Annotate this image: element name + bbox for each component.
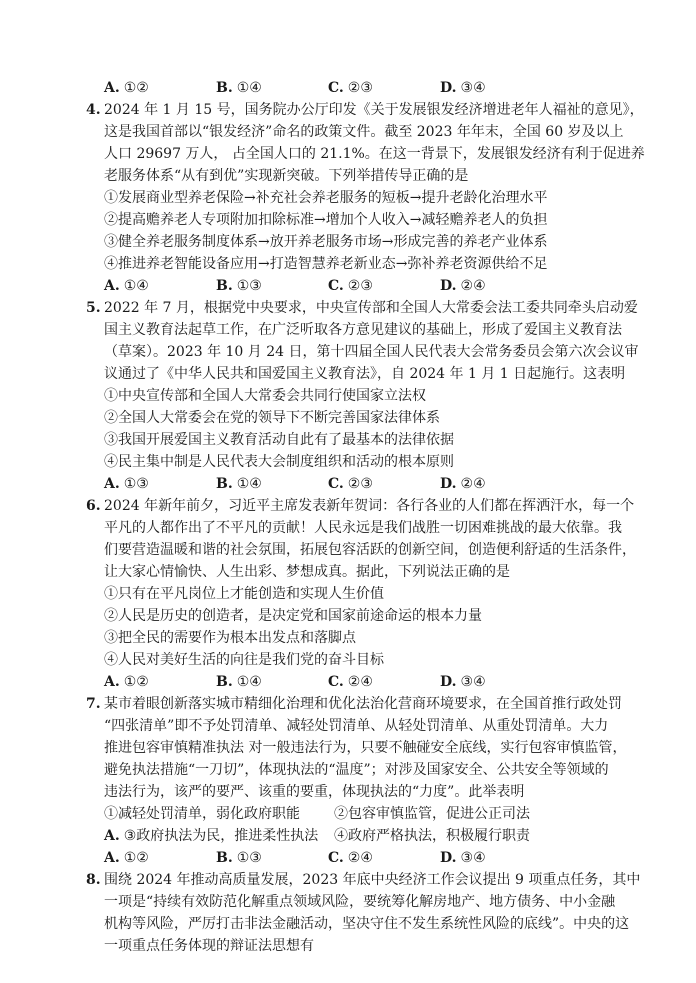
q7-option-b: B. ①③ xyxy=(216,850,262,866)
q4-item: ①发展商业型养老保险→补充社会养老服务的短板→提升老龄化治理水平 xyxy=(104,190,548,206)
q8-stem-line: 一项重点任务体现的辩证法思想有 xyxy=(104,938,314,954)
q3-option-c: C. ②③ xyxy=(328,80,373,96)
q5-stem-line: （草案）。2023 年 10 月 24 日，第十四届全国人民代表大会常务委员会第六次会议审 xyxy=(104,344,639,360)
q6-option-b: B. ①④ xyxy=(216,674,262,690)
q7-stem-line: 避免执法措施“一刀切”，体现执法的“温度”；对涉及国家安全、公共安全等领域的 xyxy=(104,762,609,778)
q6-stem-line: 平凡的人都作出了不平凡的贡献！人民永远是我们战胜一切困难挑战的最大依靠。我 xyxy=(104,520,622,536)
q6-option-a: A. ①② xyxy=(104,674,149,690)
q5-stem-line: 议通过了《中华人民共和国爱国主义教育法》，自 2024 年 1 月 1 日起施行。这表明 xyxy=(104,366,626,382)
q8-number: 8. xyxy=(86,872,101,888)
q7-number: 7. xyxy=(86,696,101,712)
q4-item: ④推进养老智能设备应用→打造智慧养老新业态→弥补养老资源供给不足 xyxy=(104,256,548,272)
q4-number: 4. xyxy=(86,102,101,118)
q8-stem-line: 围绕 2024 年推动高质量发展，2023 年底中央经济工作会议提出 9 项重点任务，其中 xyxy=(104,872,641,888)
q7-option-c: C. ②④ xyxy=(328,850,373,866)
q5-option-d: D. ②④ xyxy=(440,476,486,492)
q5-option-c: C. ②③ xyxy=(328,476,373,492)
q5-item: ①中央宣传部和全国人大常委会共同行使国家立法权 xyxy=(104,388,426,404)
q7-stem-line: 违法行为，该严的要严、该重的要重，体现执法的“力度”。此举表明 xyxy=(104,784,525,800)
q7-item-row: A. ③政府执法为民，推进柔性执法 xyxy=(104,828,319,844)
q5-stem-line: 国主义教育法起草工作，在广泛听取各方意见建议的基础上，形成了爱国主义教育法 xyxy=(104,322,622,338)
q4-stem-line: 老服务体系“从有到优”实现新突破。下列举措传导正确的是 xyxy=(104,168,469,184)
q6-number: 6. xyxy=(86,498,101,514)
q7-option-d: D. ③④ xyxy=(440,850,486,866)
q3-option-d: D. ③④ xyxy=(440,80,486,96)
q4-stem-line: 2024 年 1 月 15 号，国务院办公厅印发《关于发展银发经济增进老年人福祉的意见》， xyxy=(104,102,644,118)
q7-option-a: A. ①② xyxy=(104,850,149,866)
q7-item: ②包容审慎监管，促进公正司法 xyxy=(334,806,530,822)
q6-option-c: C. ②④ xyxy=(328,674,373,690)
q7-stem-line: 某市着眼创新落实城市精细化治理和优化法治化营商环境要求，在全国首推行政处罚 xyxy=(104,696,622,712)
q4-option-a: A. ①④ xyxy=(104,278,149,294)
q7-item: ④政府严格执法，积极履行职责 xyxy=(334,828,530,844)
q6-stem-line: 2024 年新年前夕，习近平主席发表新年贺词：各行各业的人们都在挥洒汗水，每一个 xyxy=(104,498,635,514)
q8-stem-line: 机构等风险，严厉打击非法金融活动，坚决守住不发生系统性风险的底线”。中央的这 xyxy=(104,916,630,932)
q3-option-b: B. ①④ xyxy=(216,80,262,96)
q5-number: 5. xyxy=(86,300,101,316)
q4-item: ②提高赡养老人专项附加扣除标准→增加个人收入→减轻赡养老人的负担 xyxy=(104,212,548,228)
q7-stem-line: 推进包容审慎精准执法 对一般违法行为，只要不触碰安全底线，实行包容审慎监管， xyxy=(104,740,627,756)
q5-option-a: A. ①③ xyxy=(104,476,149,492)
q4-option-d: D. ②④ xyxy=(440,278,486,294)
q5-item: ②全国人大常委会在党的领导下不断完善国家法律体系 xyxy=(104,410,440,426)
q4-stem-line: 这是我国首部以“银发经济”命名的政策文件。截至 2023 年年末，全国 60 岁及以上 xyxy=(104,124,624,140)
q7-item: ①减轻处罚清单，弱化政府职能 xyxy=(104,806,300,822)
q5-stem-line: 2022 年 7 月，根据党中央要求，中央宣传部和全国人大常委会法工委共同牵头启动爱 xyxy=(104,300,638,316)
q5-item: ③我国开展爱国主义教育活动自此有了最基本的法律依据 xyxy=(104,432,454,448)
q6-option-d: D. ③④ xyxy=(440,674,486,690)
q4-item: ③健全养老服务制度体系→放开养老服务市场→形成完善的养老产业体系 xyxy=(104,234,548,250)
q5-option-b: B. ①④ xyxy=(216,476,262,492)
q4-stem-line: 人口 29697 万人， 占全国人口的 21.1%。在这一背景下，发展银发经济有利于促进养 xyxy=(104,146,645,162)
q8-stem-line: 一项是“持续有效防范化解重点领域风险，要统筹化解房地产、地方债务、中小金融 xyxy=(104,894,616,910)
q6-stem-line: 让大家心情愉快、人生出彩、梦想成真。据此，下列说法正确的是 xyxy=(104,564,510,580)
q4-option-b: B. ①③ xyxy=(216,278,262,294)
q6-item: ③把全民的需要作为根本出发点和落脚点 xyxy=(104,630,356,646)
q6-item: ②人民是历史的创造者，是决定党和国家前途命运的根本力量 xyxy=(104,608,482,624)
q6-item: ④人民对美好生活的向往是我们党的奋斗目标 xyxy=(104,652,384,668)
q3-option-a: A. ①② xyxy=(104,80,149,96)
q6-item: ①只有在平凡岗位上才能创造和实现人生价值 xyxy=(104,586,384,602)
q6-stem-line: 们要营造温暖和谐的社会氛围，拓展包容活跃的创新空间，创造便利舒适的生活条件， xyxy=(104,542,636,558)
q7-stem-line: “四张清单”即不予处罚清单、减轻处罚清单、从轻处罚清单、从重处罚清单。大力 xyxy=(104,718,609,734)
q5-item: ④民主集中制是人民代表大会制度组织和活动的根本原则 xyxy=(104,454,454,470)
q4-option-c: C. ②③ xyxy=(328,278,373,294)
